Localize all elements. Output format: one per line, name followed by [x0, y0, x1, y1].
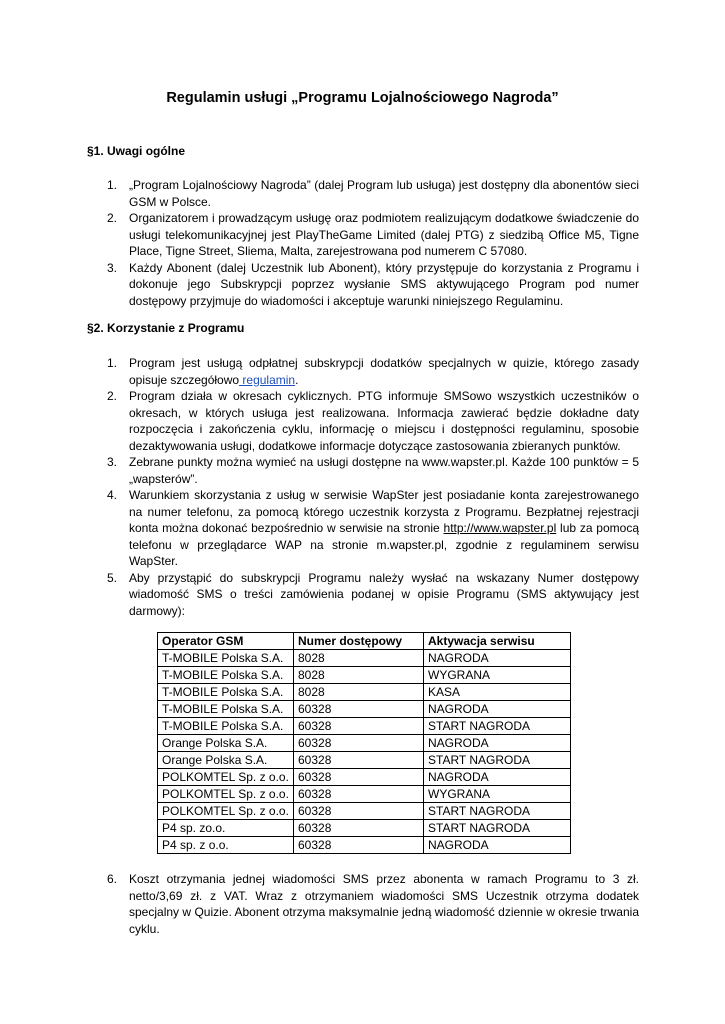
table-row	[158, 837, 571, 854]
list-item: 5. Aby przystąpić do subskrypcji Programu należy wysłać na wskazany Numer dostępowy wiadomość SMS o treści zamówienia podanej w opisie Programu (SMS aktywujący jest darmowy):	[107, 570, 639, 618]
table-row	[158, 735, 571, 752]
cell-operator: T-MOBILE Polska S.A.	[158, 684, 294, 701]
table-row	[158, 650, 571, 667]
table-row	[158, 803, 571, 820]
cell-number: 8028	[294, 684, 424, 701]
column-header-operator: Operator GSM	[158, 633, 294, 650]
operator-table	[157, 632, 571, 854]
cell-operator: Orange Polska S.A.	[158, 735, 294, 752]
cell-number: 60328	[294, 718, 424, 735]
table-row	[158, 684, 571, 701]
cell-activation: NAGRODA	[424, 769, 571, 786]
list-item: 2. Organizatorem i prowadzącym usługę oraz podmiotem realizującym dodatkowe świadczenie do usługi telekomunikacyjnej jest PlayTheGame Limited (dalej PTG) z siedzibą Office M5, Tigne Place, Tigne Street, Sliema, Malta, zarejestrowana pod numerem C 57080.	[107, 211, 639, 258]
cell-operator: Orange Polska S.A.	[158, 752, 294, 769]
list-item: 2. Program działa w okresach cyklicznych. PTG informuje SMSowo wszystkich uczestników o okresach, w których usługa jest realizowana. Informacja zawierać będzie dokładne daty rozpoczęcia i zakończenia cyklu, informację o miejscu i dostępności regulaminu, sposobie dezaktywowania usługi, dodatkowe informacje dotyczące zastosowania zbieranych punktów.	[107, 389, 639, 453]
table-row	[158, 752, 571, 769]
cell-operator: POLKOMTEL Sp. z o.o.	[158, 803, 294, 820]
cell-activation: NAGRODA	[424, 701, 571, 718]
table-row	[158, 786, 571, 803]
cell-activation: START NAGRODA	[424, 752, 571, 769]
table-header-row	[158, 633, 571, 650]
column-header-activation: Aktywacja serwisu	[424, 633, 571, 650]
cell-number: 60328	[294, 701, 424, 718]
section-2-heading: §2. Korzystanie z Programu	[87, 321, 245, 335]
table-row	[158, 718, 571, 735]
section-1-heading: §1. Uwagi ogólne	[87, 144, 186, 158]
table-row	[158, 667, 571, 684]
cell-number: 60328	[294, 786, 424, 803]
cell-activation: NAGRODA	[424, 650, 571, 667]
cell-number: 60328	[294, 837, 424, 854]
cell-number: 60328	[294, 752, 424, 769]
table-row	[158, 701, 571, 718]
list-item: 4. Warunkiem skorzystania z usług w serwisie WapSter jest posiadanie konta zarejestrowanego na numer telefonu, za pomocą którego uczestnik korzysta z Programu. Bezpłatnej rejestracji konta można dokonać bezpośrednio w serwisie na stronie http://www.wapster.pl lub za pomocą telefonu w przeglądarce WAP na stronie m.wapster.pl, zgodnie z regulaminem serwisu WapSter.	[107, 488, 639, 568]
cell-activation: START NAGRODA	[424, 718, 571, 735]
wapster-url-link[interactable]: http://www.wapster.pl	[443, 521, 557, 535]
cell-activation: NAGRODA	[424, 735, 571, 752]
table-row	[158, 820, 571, 837]
cell-number: 60328	[294, 820, 424, 837]
cell-activation: NAGRODA	[424, 837, 571, 854]
cell-operator: P4 sp. z o.o.	[158, 837, 294, 854]
cell-number: 60328	[294, 803, 424, 820]
cell-activation: KASA	[424, 684, 571, 701]
section-2-list	[87, 355, 639, 619]
document-title: Regulamin usługi „Programu Lojalnościowego Nagroda”	[166, 90, 559, 106]
table-row	[158, 769, 571, 786]
section-1-list	[87, 177, 639, 309]
cell-activation: START NAGRODA	[424, 820, 571, 837]
cell-number: 8028	[294, 650, 424, 667]
cell-operator: T-MOBILE Polska S.A.	[158, 701, 294, 718]
list-item: 1. „Program Lojalnościowy Nagroda” (dalej Program lub usługa) jest dostępny dla abonentów sieci GSM w Polsce.	[107, 178, 639, 209]
cell-operator: T-MOBILE Polska S.A.	[158, 718, 294, 735]
list-item: 1. Program jest usługą odpłatnej subskrypcji dodatków specjalnych w quizie, którego zasady opisuje szczegółowo regulamin.	[107, 356, 639, 387]
cell-operator: POLKOMTEL Sp. z o.o.	[158, 769, 294, 786]
cell-activation: WYGRANA	[424, 667, 571, 684]
cell-operator: T-MOBILE Polska S.A.	[158, 650, 294, 667]
regulamin-link[interactable]: regulamin	[239, 372, 296, 387]
cell-operator: POLKOMTEL Sp. z o.o.	[158, 786, 294, 803]
list-item: 6. Koszt otrzymania jednej wiadomości SMS przez abonenta w ramach Programu to 3 zł. netto/3,69 zł. z VAT. Wraz z otrzymaniem wiadomości SMS Uczestnik otrzyma dodatek specjalny w Quizie. Abonent otrzyma maksymalnie jedną wiadomość dziennie w okresie trwania cyklu.	[107, 872, 639, 936]
section-2-list-continued	[87, 871, 639, 937]
column-header-number: Numer dostępowy	[294, 633, 424, 650]
list-item: 3. Zebrane punkty można wymieć na usługi dostępne na www.wapster.pl. Każde 100 punktów = 5 „wapsterów”.	[107, 455, 639, 486]
cell-number: 8028	[294, 667, 424, 684]
cell-activation: START NAGRODA	[424, 803, 571, 820]
cell-number: 60328	[294, 735, 424, 752]
list-item: 3. Każdy Abonent (dalej Uczestnik lub Abonent), który przystępuje do korzystania z Programu i dokonuje jego Subskrypcji poprzez wysłanie SMS aktywującego Program pod numer dostępowy przyjmuje do wiadomości i akceptuje warunki niniejszego Regulaminu.	[107, 260, 639, 308]
cell-operator: T-MOBILE Polska S.A.	[158, 667, 294, 684]
cell-operator: P4 sp. zo.o.	[158, 820, 294, 837]
cell-number: 60328	[294, 769, 424, 786]
cell-activation: WYGRANA	[424, 786, 571, 803]
